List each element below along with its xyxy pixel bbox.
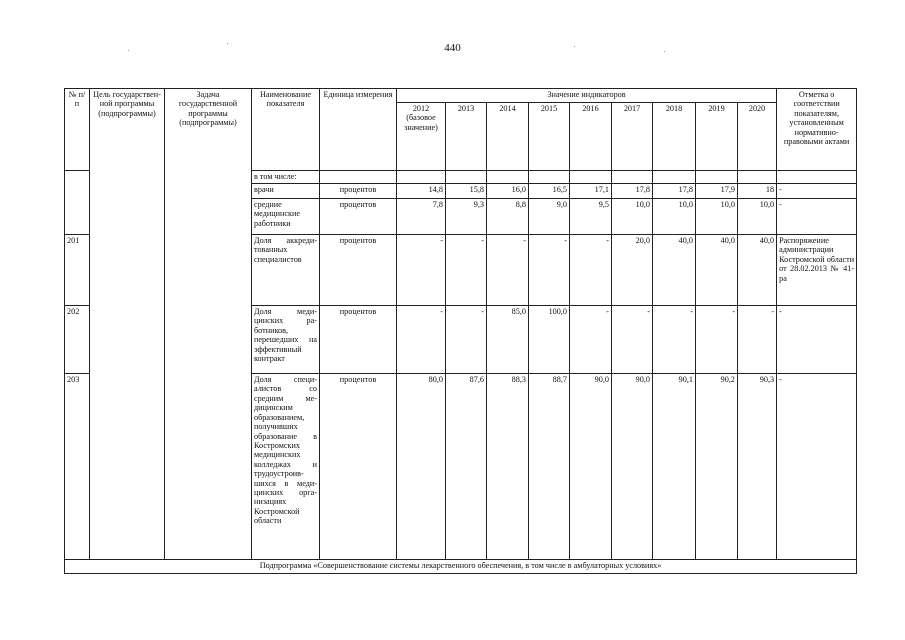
value-cell — [529, 171, 570, 184]
unit-cell: процентов — [320, 374, 397, 560]
unit-cell: процентов — [320, 184, 397, 199]
year-2016: 2016 — [570, 103, 612, 171]
header-note: Отметка о соответствии показателям, установленным нормативно-правовыми актами — [777, 89, 857, 171]
value-cell: 9,5 — [570, 199, 612, 235]
scan-speck — [128, 50, 129, 51]
value-cell: 85,0 — [487, 306, 529, 374]
row-num: 203 — [65, 374, 90, 560]
year-2013: 2013 — [446, 103, 487, 171]
scan-speck — [227, 43, 228, 44]
note-cell: Распоряжение администрации Костромской области от 28.02.2013 № 41-ра — [777, 235, 857, 306]
note-cell — [777, 171, 857, 184]
note-cell: - — [777, 199, 857, 235]
value-cell: - — [653, 306, 696, 374]
value-cell: 17,8 — [653, 184, 696, 199]
value-cell: 20,0 — [612, 235, 653, 306]
value-cell: 9,0 — [529, 199, 570, 235]
value-cell: 7,8 — [397, 199, 446, 235]
year-2015: 2015 — [529, 103, 570, 171]
indicator-name: средние медицинские работники — [252, 199, 320, 235]
year-2020: 2020 — [738, 103, 777, 171]
value-cell: 16,0 — [487, 184, 529, 199]
value-cell — [487, 171, 529, 184]
value-cell — [738, 171, 777, 184]
value-cell — [570, 171, 612, 184]
value-cell — [612, 171, 653, 184]
year-2017: 2017 — [612, 103, 653, 171]
value-cell: - — [446, 306, 487, 374]
value-cell: 17,1 — [570, 184, 612, 199]
page-number: 440 — [444, 42, 461, 54]
value-cell: 88,7 — [529, 374, 570, 560]
value-cell: - — [397, 235, 446, 306]
value-cell: 88,3 — [487, 374, 529, 560]
value-cell: - — [696, 306, 738, 374]
indicator-name: Доля специ-алистов со средним ме-дицинским образованием, получивших образование в Костромских медицинских колледжах и трудоустроив-шихся в меди-цинских орга-низациях Костромской области — [252, 374, 320, 560]
year-2012: 2012 (базовое значение) — [397, 103, 446, 171]
unit-cell: процентов — [320, 235, 397, 306]
value-cell: 10,0 — [738, 199, 777, 235]
value-cell: 90,3 — [738, 374, 777, 560]
row-num — [65, 171, 90, 235]
value-cell: 18 — [738, 184, 777, 199]
indicators-table — [64, 88, 857, 574]
indicator-name: Доля меди-цинских ра-ботников, перешедших на эффективный контракт — [252, 306, 320, 374]
note-cell: - — [777, 374, 857, 560]
header-task: Задача государственной программы (подпрограммы) — [165, 89, 252, 560]
value-cell: 40,0 — [696, 235, 738, 306]
header-goal: Цель государствен-ной программы (подпрограммы) — [90, 89, 165, 560]
value-cell: - — [397, 306, 446, 374]
subprogram-title: Подпрограмма «Совершенствование системы лекарственного обеспечения, в том числе в амбулаторных условиях» — [65, 560, 857, 574]
value-cell: 15,8 — [446, 184, 487, 199]
scan-speck — [574, 46, 575, 47]
value-cell: 40,0 — [738, 235, 777, 306]
value-cell: - — [612, 306, 653, 374]
value-cell — [446, 171, 487, 184]
value-cell: 100,0 — [529, 306, 570, 374]
value-cell: 80,0 — [397, 374, 446, 560]
value-cell: 87,6 — [446, 374, 487, 560]
unit-cell: процентов — [320, 306, 397, 374]
value-cell: 40,0 — [653, 235, 696, 306]
value-cell: - — [570, 235, 612, 306]
value-cell: 17,9 — [696, 184, 738, 199]
indicator-name: врачи — [252, 184, 320, 199]
value-cell: 10,0 — [653, 199, 696, 235]
year-2014: 2014 — [487, 103, 529, 171]
header-unit: Единица измерения — [320, 89, 397, 171]
value-cell — [653, 171, 696, 184]
year-2019: 2019 — [696, 103, 738, 171]
indicator-name: Доля аккреди-тованных специалистов — [252, 235, 320, 306]
value-cell: - — [487, 235, 529, 306]
header-indicator: Наименование показателя — [252, 89, 320, 171]
scan-speck — [664, 51, 665, 52]
value-cell: 14,8 — [397, 184, 446, 199]
value-cell: - — [529, 235, 570, 306]
value-cell: - — [738, 306, 777, 374]
value-cell: 90,2 — [696, 374, 738, 560]
unit-cell — [320, 171, 397, 184]
value-cell: - — [446, 235, 487, 306]
value-cell: 90,1 — [653, 374, 696, 560]
subprogram-row — [65, 560, 857, 574]
value-cell: 9,3 — [446, 199, 487, 235]
header-num: № п/п — [65, 89, 90, 171]
value-cell: - — [570, 306, 612, 374]
row-num: 201 — [65, 235, 90, 306]
value-cell: 10,0 — [696, 199, 738, 235]
header-values-title: Значение индикаторов — [397, 89, 777, 103]
value-cell: 90,0 — [570, 374, 612, 560]
value-cell: 10,0 — [612, 199, 653, 235]
note-cell: - — [777, 306, 857, 374]
indicator-name: в том числе: — [252, 171, 320, 184]
value-cell: 90,0 — [612, 374, 653, 560]
value-cell: 16,5 — [529, 184, 570, 199]
value-cell — [696, 171, 738, 184]
year-2018: 2018 — [653, 103, 696, 171]
note-cell: - — [777, 184, 857, 199]
value-cell: 17,8 — [612, 184, 653, 199]
value-cell — [397, 171, 446, 184]
row-num: 202 — [65, 306, 90, 374]
unit-cell: процентов — [320, 199, 397, 235]
value-cell: 8,8 — [487, 199, 529, 235]
